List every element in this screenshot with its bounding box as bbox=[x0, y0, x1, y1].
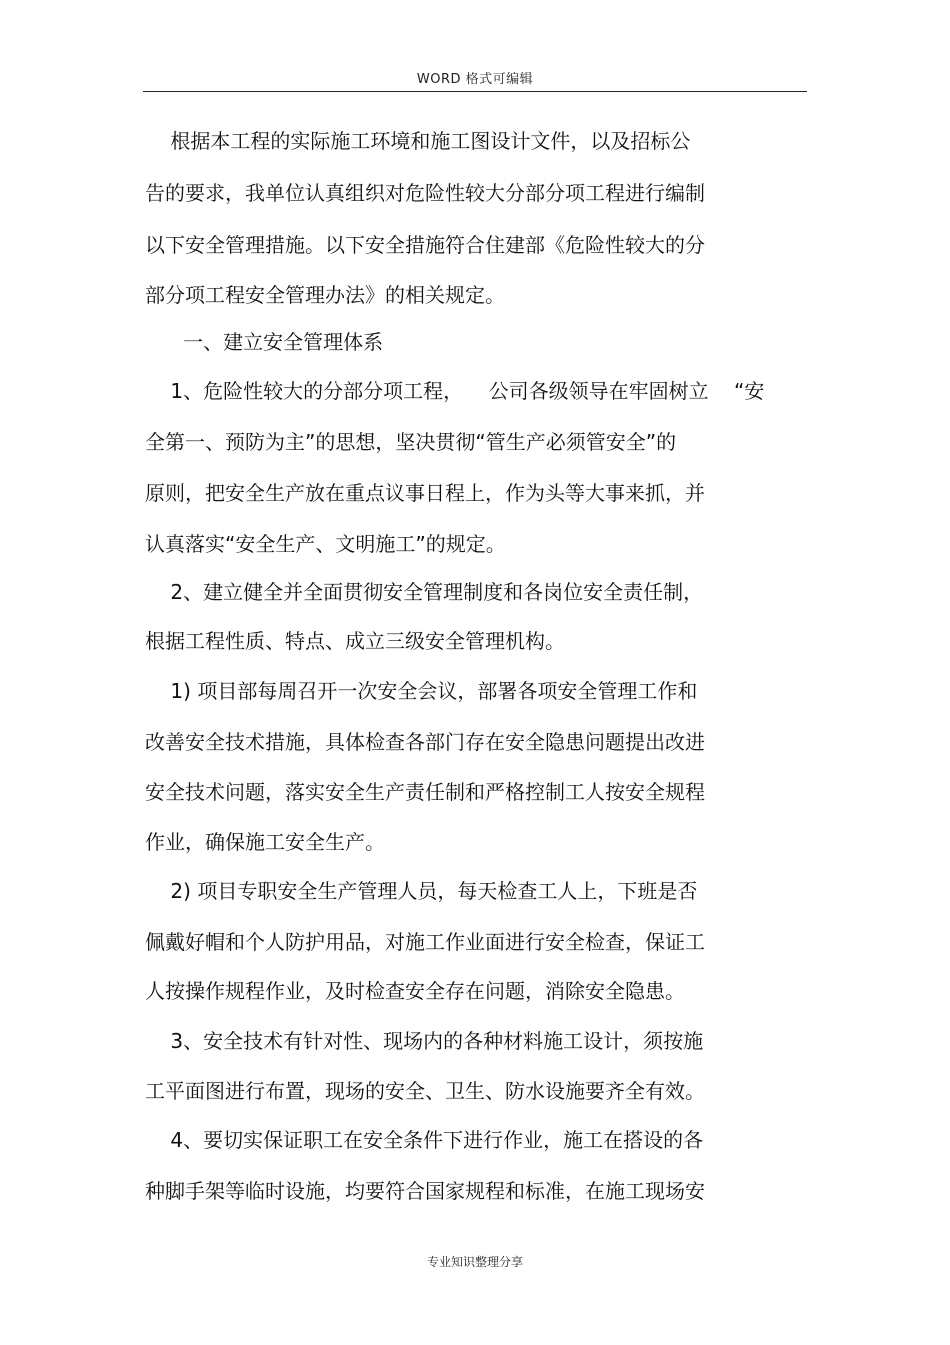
text-line: 1、危险性较大的分部分项工程， 公司各级领导在牢固树立 “安 bbox=[145, 379, 765, 403]
text-line: 2、建立健全并全面贯彻安全管理制度和各岗位安全责任制， bbox=[145, 580, 704, 604]
text-line: 安全技术问题，落实安全生产责任制和严格控制工人按安全规程 bbox=[145, 780, 705, 804]
text-line: 原则，把安全生产放在重点议事日程上，作为头等大事来抓，并 bbox=[145, 481, 705, 505]
page-footer: 专业知识整理分享 bbox=[426, 1255, 523, 1269]
header-divider bbox=[143, 91, 807, 92]
text-line: 认真落实“安全生产、文明施工”的规定。 bbox=[145, 532, 506, 556]
text-line: 3、安全技术有针对性、现场内的各种材料施工设计，须按施 bbox=[145, 1029, 704, 1053]
text-line: 部分项工程安全管理办法》的相关规定。 bbox=[145, 283, 505, 307]
text-line: 1) 项目部每周召开一次安全会议，部署各项安全管理工作和 bbox=[145, 679, 698, 703]
text-line: 种脚手架等临时设施，均要符合国家规程和标准，在施工现场安 bbox=[145, 1179, 705, 1203]
text-line: 根据本工程的实际施工环境和施工图设计文件，以及招标公 bbox=[145, 129, 691, 153]
text-line: 以下安全管理措施。以下安全措施符合住建部《危险性较大的分 bbox=[145, 233, 705, 257]
text-line: 告的要求，我单位认真组织对危险性较大分部分项工程进行编制 bbox=[145, 181, 705, 205]
section-heading: 一、建立安全管理体系 bbox=[145, 330, 384, 354]
text-line: 根据工程性质、特点、成立三级安全管理机构。 bbox=[145, 629, 565, 653]
text-line: 2) 项目专职安全生产管理人员，每天检查工人上，下班是否 bbox=[145, 879, 698, 903]
text-line: 人按操作规程作业，及时检查安全存在问题，消除安全隐患。 bbox=[145, 979, 685, 1003]
page-header: WORD 格式可编辑 bbox=[416, 72, 534, 87]
text-line: 4、要切实保证职工在安全条件下进行作业，施工在搭设的各 bbox=[145, 1128, 704, 1152]
text-line: 全第一、预防为主”的思想，坚决贯彻“管生产必须管安全”的 bbox=[145, 430, 677, 454]
text-line: 佩戴好帽和个人防护用品，对施工作业面进行安全检查，保证工 bbox=[145, 930, 705, 954]
text-line: 改善安全技术措施，具体检查各部门存在安全隐患问题提出改进 bbox=[145, 730, 705, 754]
text-line: 工平面图进行布置，现场的安全、卫生、防水设施要齐全有效。 bbox=[145, 1079, 705, 1103]
text-line: 作业，确保施工安全生产。 bbox=[145, 830, 385, 854]
